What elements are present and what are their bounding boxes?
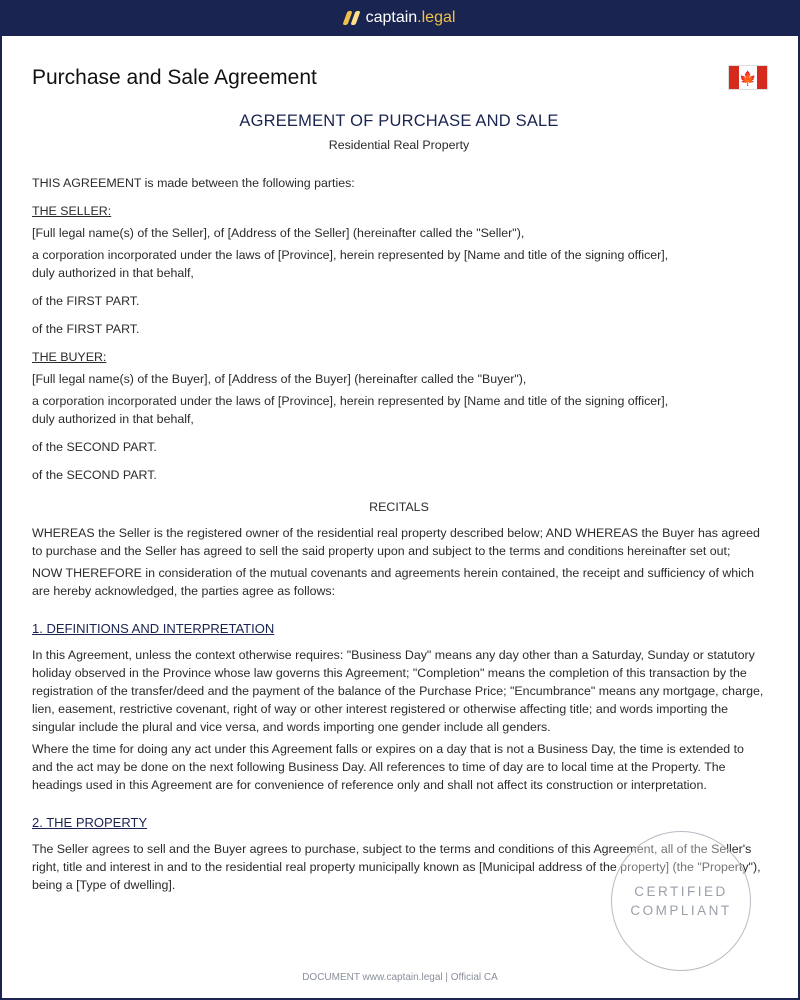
section-1-para-1: In this Agreement, unless the context otherwise requires: "Business Day" means any day other than a Saturday, Sunday or statutory holiday observed in the Province whose law governs this Agreement; "Completion" means the completion of this transaction by the registration of the transfer/deed and the payment of the balance of the Purchase Price; "Encumbrance" means any mortgage, charge, lien, easement, restrictive covenant, right of way or other interest registered or otherwise affecting title; and words importing the singular include the plural and vice versa, and words importing one gender include all genders. <box>32 648 764 734</box>
brand-name: captain <box>365 9 418 26</box>
canada-flag-icon: 🍁 <box>728 65 768 90</box>
agreement-heading: AGREEMENT OF PURCHASE AND SALE <box>239 112 559 130</box>
section-2-para-1: The Seller agrees to sell and the Buyer agrees to purchase, subject to the terms and conditions of this Agreement, all of the Seller's right, title and interest in and to the residential real property municipally known as [Municipal address of the property] (the "Property"), being a [Type of dwelling]. <box>32 842 761 892</box>
certified-compliant-stamp <box>611 831 751 971</box>
recitals-now-therefore: NOW THEREFORE in consideration of the mutual covenants and agreements herein contained, the receipt and sufficiency of which are hereby acknowledged, the parties agree as follows: <box>32 566 755 598</box>
seller-part-1: of the FIRST PART. <box>32 294 140 308</box>
stamp-line-2: COMPLIANT <box>630 903 732 918</box>
seller-label: THE SELLER: <box>32 204 112 218</box>
seller-line-2: a corporation incorporated under the laws of [Province], herein represented by [Name and title of the signing officer], duly authorized in that behalf, <box>32 248 669 280</box>
buyer-label: THE BUYER: <box>32 350 107 364</box>
buyer-line-2: a corporation incorporated under the laws of [Province], herein represented by [Name and title of the signing officer], duly authorized in that behalf, <box>32 394 669 426</box>
buyer-line-1: [Full legal name(s) of the Buyer], of [Address of the Buyer] (hereinafter called the "Buyer"), <box>32 372 527 386</box>
intro-text: THIS AGREEMENT is made between the following parties: <box>32 176 355 190</box>
document-page <box>2 36 798 998</box>
buyer-part-1: of the SECOND PART. <box>32 440 157 454</box>
captain-logo-icon <box>342 11 360 25</box>
top-bar <box>0 0 800 36</box>
recitals-whereas: WHEREAS the Seller is the registered owner of the residential real property described below; AND WHEREAS the Buyer has agreed to purchase and the Seller has agreed to sell the said property upon and subject to the terms and conditions hereinafter set out; <box>32 526 760 558</box>
recitals-heading: RECITALS <box>369 500 429 514</box>
document-footer: DOCUMENT www.captain.legal | Official CA <box>302 972 498 983</box>
stamp-line-1: CERTIFIED <box>634 884 728 899</box>
section-1-para-2: Where the time for doing any act under this Agreement falls or expires on a day that is not a Business Day, the time is extended to and the act may be done on the next following Business Day. All references to time of day are to local time at the Property. The headings used in this Agreement are for convenience of reference only and shall not affect its construction or interpretation. <box>32 742 744 792</box>
document-title: Purchase and Sale Agreement <box>32 66 317 89</box>
buyer-part-2: of the SECOND PART. <box>32 468 157 482</box>
seller-part-2: of the FIRST PART. <box>32 322 140 336</box>
section-1-heading: 1. DEFINITIONS AND INTERPRETATION <box>32 621 275 636</box>
section-2-heading: 2. THE PROPERTY <box>32 815 148 830</box>
brand-logo[interactable] <box>345 9 456 27</box>
seller-line-1: [Full legal name(s) of the Seller], of [Address of the Seller] (hereinafter called the "Seller"), <box>32 226 525 240</box>
document-body <box>32 112 766 894</box>
brand-suffix: .legal <box>417 9 456 26</box>
agreement-subheading: Residential Real Property <box>328 138 470 152</box>
